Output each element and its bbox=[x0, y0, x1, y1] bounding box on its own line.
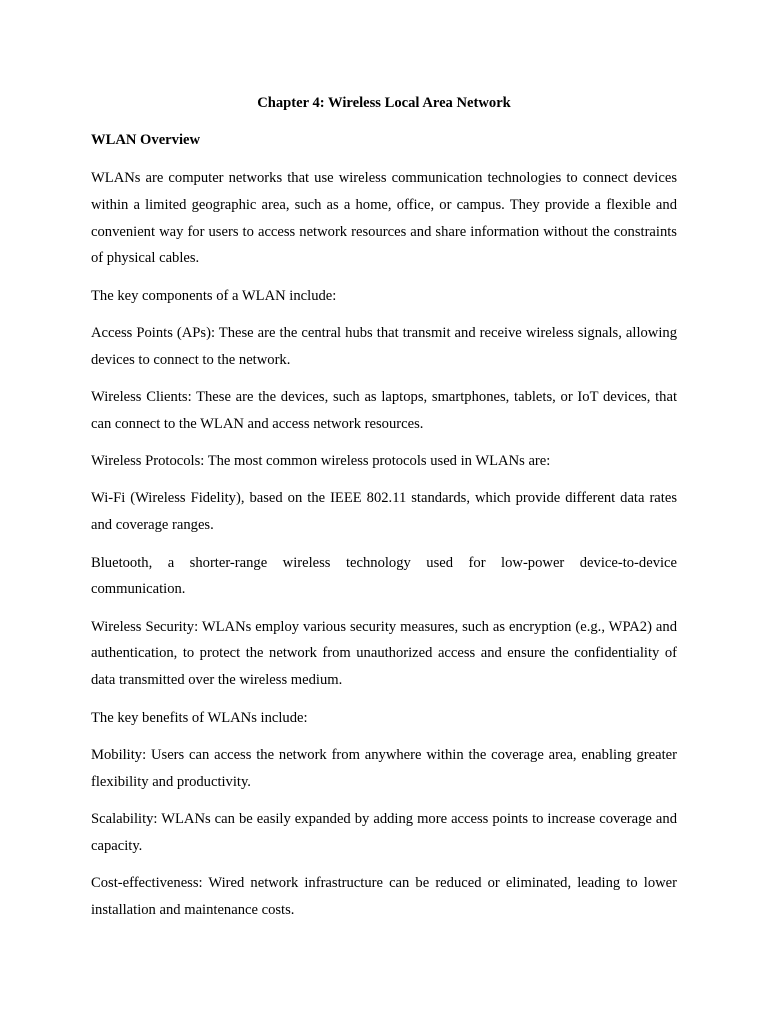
paragraph-wlan-definition: WLANs are computer networks that use wireless communication technologies to connect devices within a limited geographic area, such as a home, office, or campus. They provide a flexible and convenient way for users to access network resources and share information without the constraints of physical cables. bbox=[91, 170, 677, 267]
paragraph-cost-effectiveness: Cost-effectiveness: Wired network infrastructure can be reduced or eliminated, leading to lower installation and maintenance costs. bbox=[91, 875, 677, 918]
paragraph-mobility: Mobility: Users can access the network from anywhere within the coverage area, enabling greater flexibility and productivity. bbox=[91, 746, 677, 790]
chapter-title: Chapter 4: Wireless Local Area Network bbox=[257, 95, 511, 111]
paragraph-benefits-intro: The key benefits of WLANs include: bbox=[91, 709, 308, 726]
paragraph-scalability: Scalability: WLANs can be easily expanded by adding more access points to increase coverage and capacity. bbox=[91, 810, 677, 854]
paragraph-wireless-security: Wireless Security: WLANs employ various security measures, such as encryption (e.g., WPA2) and authentication, to protect the network from unauthorized access and ensure the confidentiality of data transmitted over the wireless medium. bbox=[91, 618, 677, 689]
paragraph-access-points: Access Points (APs): These are the central hubs that transmit and receive wireless signals, allowing devices to connect to the network. bbox=[91, 324, 677, 368]
paragraph-wifi: Wi-Fi (Wireless Fidelity), based on the IEEE 802.11 standards, which provide different data rates and coverage ranges. bbox=[91, 490, 677, 534]
paragraph-protocols-intro: Wireless Protocols: The most common wireless protocols used in WLANs are: bbox=[91, 453, 551, 470]
paragraph-bluetooth: Bluetooth, a shorter-range wireless technology used for low-power device-to-device communication. bbox=[91, 554, 677, 598]
paragraph-wireless-clients: Wireless Clients: These are the devices, such as laptops, smartphones, tablets, or IoT devices, that can connect to the WLAN and access network resources. bbox=[91, 389, 677, 432]
document-body bbox=[91, 91, 677, 934]
paragraph-components-intro: The key components of a WLAN include: bbox=[91, 287, 337, 304]
section-heading: WLAN Overview bbox=[91, 132, 201, 148]
